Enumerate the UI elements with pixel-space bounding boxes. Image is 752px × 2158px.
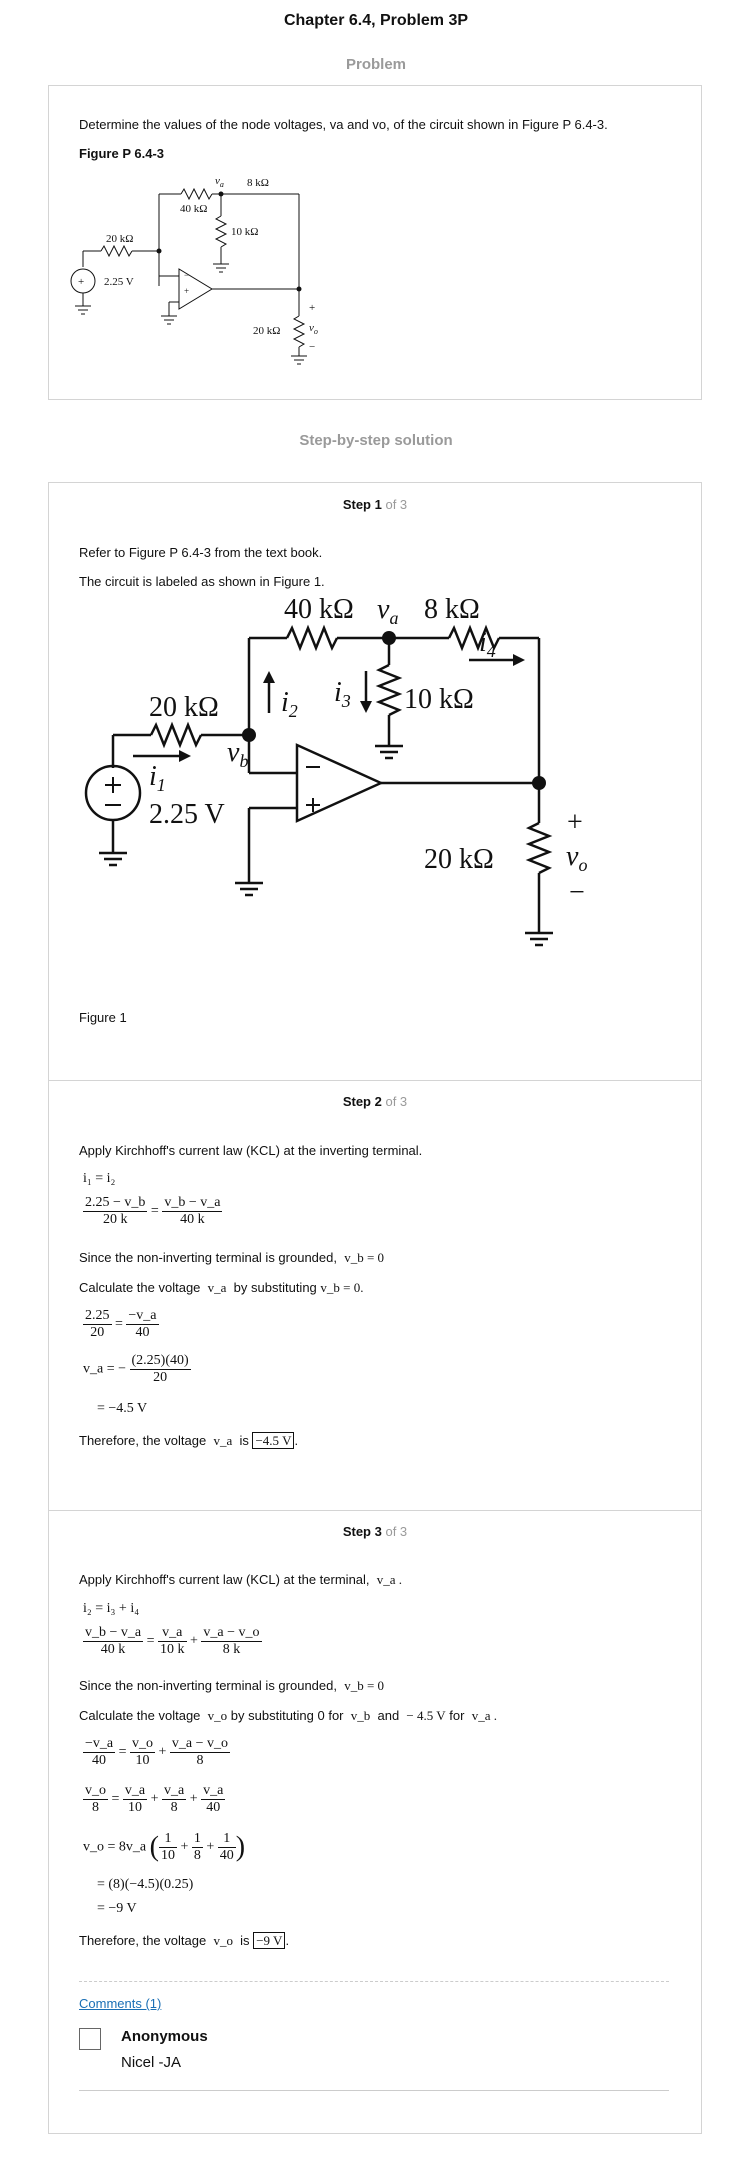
label-8k: 8 kΩ (247, 177, 269, 189)
comment-bottom-line (79, 2090, 669, 2091)
fig1-label-8k: 8 kΩ (424, 594, 480, 625)
fig1-label-vo-minus: − (569, 877, 585, 908)
step1-line2: The circuit is labeled as shown in Figure 1. (79, 574, 325, 589)
step2-answer-box: −4.5 V (252, 1432, 294, 1449)
step3-eq1: i₂ = i₃ + i₄ (83, 1601, 140, 1616)
step2-label: Step 2 of 3 (342, 1094, 408, 1109)
step2-eq2: $\frac{2.25 - v\_b}{20 k}$ = $\frac{v\_b - v\_a}{40 k}$ (85, 1195, 221, 1227)
step2-calc: Calculate the voltage v_a by substituting v_b = 0. (79, 1280, 364, 1295)
step3-therefore: Therefore, the voltage v_o is −9 V . (79, 1933, 290, 1948)
fig1-label-20k: 20 kΩ (149, 692, 219, 723)
source-plus: + (78, 276, 85, 288)
comment-text: Nicel -JA (121, 2054, 182, 2071)
step2-intro: Apply Kirchhoff's current law (KCL) at the inverting terminal. (79, 1143, 423, 1158)
step3-calc: Calculate the voltage v_o by substituting 0 for v_b and − 4.5 V for v_a . (79, 1708, 497, 1723)
label-source: 2.25 V (104, 276, 134, 288)
step3-eq3: $\frac{-v\_a}{40}$ = $\frac{v\_o}{10}$ + $\frac{v\_a - v\_o}{8}$ (85, 1736, 229, 1768)
step-divider (49, 1510, 701, 1511)
page-title: Chapter 6.4, Problem 3P (283, 12, 469, 29)
fig1-label-i3: $i_3$ (334, 677, 351, 711)
problem-card (48, 85, 702, 400)
step3-label: Step 3 of 3 (342, 1524, 408, 1539)
step3-eq6: = (8)(−4.5)(0.25) (97, 1877, 194, 1892)
step2-eq3: $\frac{2.25}{20}$ = $\frac{-v\_a}{40}$ (85, 1308, 157, 1340)
figure1-caption: Figure 1 (79, 1010, 127, 1025)
fig1-label-out-20k: 20 kΩ (424, 844, 494, 875)
step3-intro: Apply Kirchhoff's current law (KCL) at the terminal, v_a . (79, 1572, 403, 1587)
comment-checkbox[interactable] (79, 2028, 101, 2050)
label-out-20k: 20 kΩ (253, 325, 281, 337)
step2-grounded: Since the non-inverting terminal is grounded, v_b = 0 (79, 1250, 385, 1265)
fig1-label-40k: 40 kΩ (284, 594, 354, 625)
problem-statement: Determine the values of the node voltages, va and vo, of the circuit shown in Figure P 6.4-3. (79, 117, 608, 132)
step3-eq4: $\frac{v\_o}{8}$ = $\frac{v\_a}{10}$ + $\frac{v\_a}{8}$ + $\frac{v\_a}{40}$ (85, 1783, 224, 1815)
label-va: $v_a$ (215, 175, 224, 189)
step3-eq7: = −9 V (97, 1901, 137, 1916)
step2-eq5: = −4.5 V (97, 1401, 148, 1416)
fig1-label-source: 2.25 V (149, 799, 225, 830)
step2-eq1: i₁ = i₂ (83, 1171, 116, 1186)
fig1-label-vo: $v_o$ (566, 841, 588, 875)
label-vo-plus: + (309, 302, 316, 314)
label-10k: 10 kΩ (231, 226, 259, 238)
comment-author: Anonymous (121, 2028, 208, 2045)
fig1-label-vo-plus: + (567, 807, 583, 838)
step2-therefore: Therefore, the voltage v_a is −4.5 V . (79, 1433, 299, 1448)
fig1-label-vb: $v_b$ (227, 737, 249, 771)
label-40k: 40 kΩ (180, 203, 208, 215)
step1-line1: Refer to Figure P 6.4-3 from the text book. (79, 545, 323, 560)
opamp-minus: − (184, 270, 190, 280)
solution-card (48, 482, 702, 2134)
problem-circuit-diagram (69, 166, 359, 376)
step1-circuit-diagram (69, 593, 689, 993)
figure-label: Figure P 6.4-3 (79, 146, 165, 161)
label-vo: $v_o$ (309, 322, 318, 336)
step3-answer-box: −9 V (253, 1932, 285, 1949)
solution-section-title: Step-by-step solution (299, 432, 453, 449)
problem-section-title: Problem (345, 56, 406, 73)
comments-link[interactable]: Comments (1) (79, 1996, 162, 2011)
fig1-label-va: $v_a$ (377, 594, 399, 628)
step3-eq5: v_o = 8v_a ( $\frac{1}{10}$ + $\frac{1}{8}$ + $\frac{1}{40}$ ) (83, 1831, 246, 1863)
label-20k: 20 kΩ (106, 233, 134, 245)
label-vo-minus: − (309, 341, 316, 353)
fig1-label-i4: $i_4$ (479, 627, 496, 661)
comments-divider (79, 1981, 669, 1982)
step3-eq2: $\frac{v\_b - v\_a}{40 k}$ = $\frac{v\_a}{10 k}$ + $\frac{v\_a - v\_o}{8 k}$ (85, 1625, 260, 1657)
opamp-plus: + (184, 286, 190, 296)
step3-grounded: Since the non-inverting terminal is grounded, v_b = 0 (79, 1678, 385, 1693)
step1-label: Step 1 of 3 (342, 497, 408, 512)
step2-eq4: v_a = − $\frac{(2.25)(40)}{20}$ (83, 1353, 189, 1385)
fig1-label-i2: $i_2$ (281, 687, 298, 721)
fig1-label-i1: $i_1$ (149, 761, 166, 795)
fig1-label-10k: 10 kΩ (404, 684, 474, 715)
step-divider (49, 1080, 701, 1081)
